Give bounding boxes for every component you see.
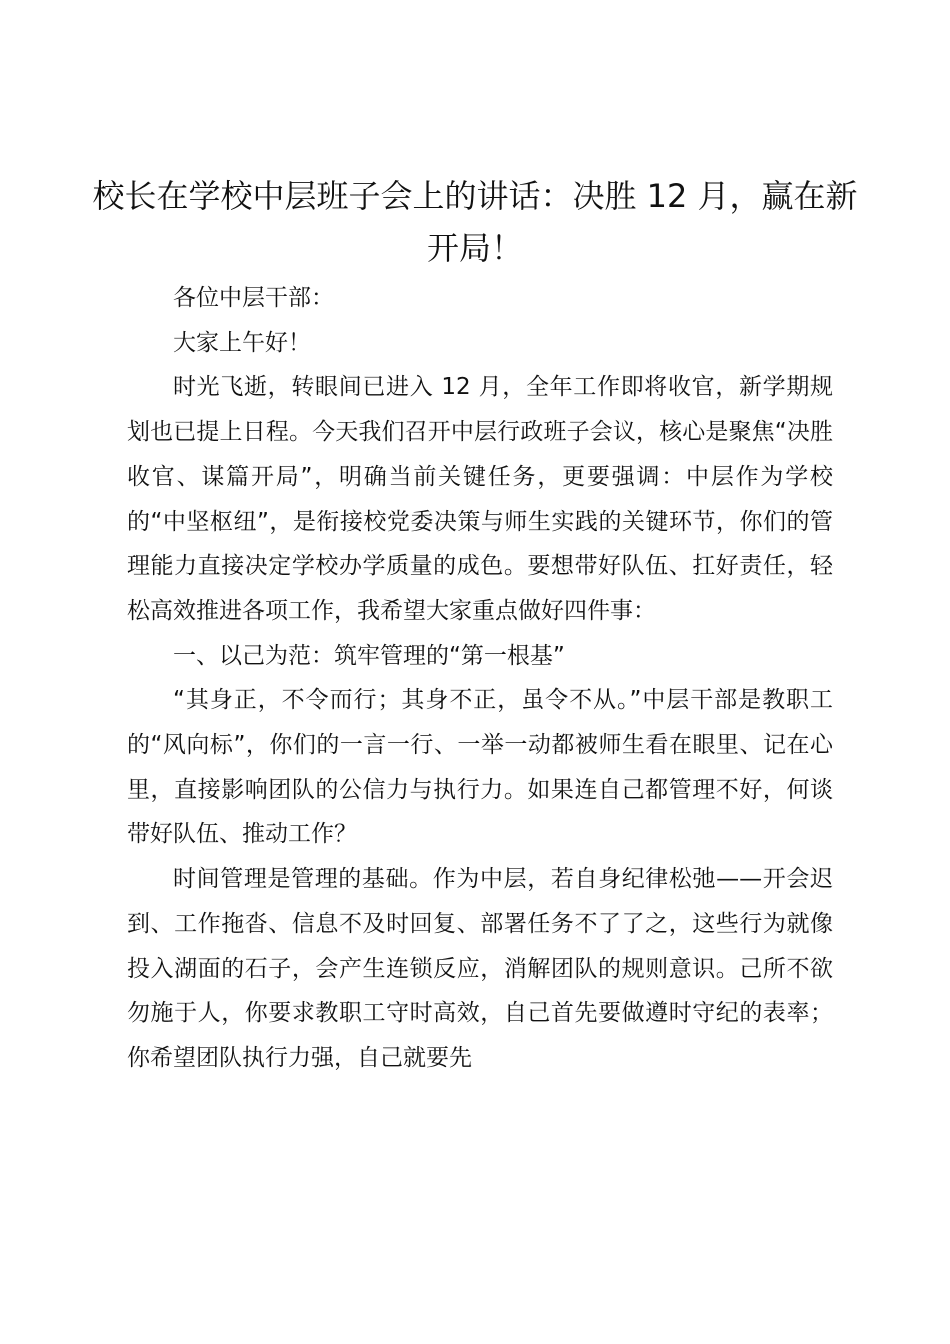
greeting: 大家上午好！ (173, 329, 311, 356)
intro-paragraph: 时光飞逝，转眼间已进入 12 月，全年工作即将收官，新学期规划也已提上日程。今天我们召开中层行政班子会议，核心是聚焦“决胜收官、谋篇开局”，明确当前关键任务，更要强调：中层作为学校的“中坚枢纽”，是衔接校党委决策与师生实践的关键环节，你们的管理能力直接决定学校办学质量的成色。要想带好队伍、扛好责任，轻松高效推进各项工作，我希望大家重点做好四件事： (127, 374, 833, 624)
section-heading-1: 一、以己为范：筑牢管理的“第一根基” (173, 642, 565, 669)
document-body (127, 276, 833, 1081)
salutation: 各位中层干部： (173, 285, 334, 311)
document-title: 校长在学校中层班子会上的讲话：决胜 12 月，赢在新开局！ (92, 177, 858, 267)
body-paragraph: 时间管理是管理的基础。作为中层，若自身纪律松弛——开会迟到、工作拖沓、信息不及时回复、部署任务不了了之，这些行为就像投入湖面的石子，会产生连锁反应，消解团队的规则意识。己所不欲勿施于人，你要求教职工守时高效，自己首先要做遵时守纪的表率；你希望团队执行力强，自己就要先 (127, 866, 833, 1071)
body-paragraph: “其身正，不令而行；其身不正，虽令不从。”中层干部是教职工的“风向标”，你们的一言一行、一举一动都被师生看在眼里、记在心里，直接影响团队的公信力与执行力。如果连自己都管理不好，何谈带好队伍、推动工作？ (127, 687, 833, 848)
